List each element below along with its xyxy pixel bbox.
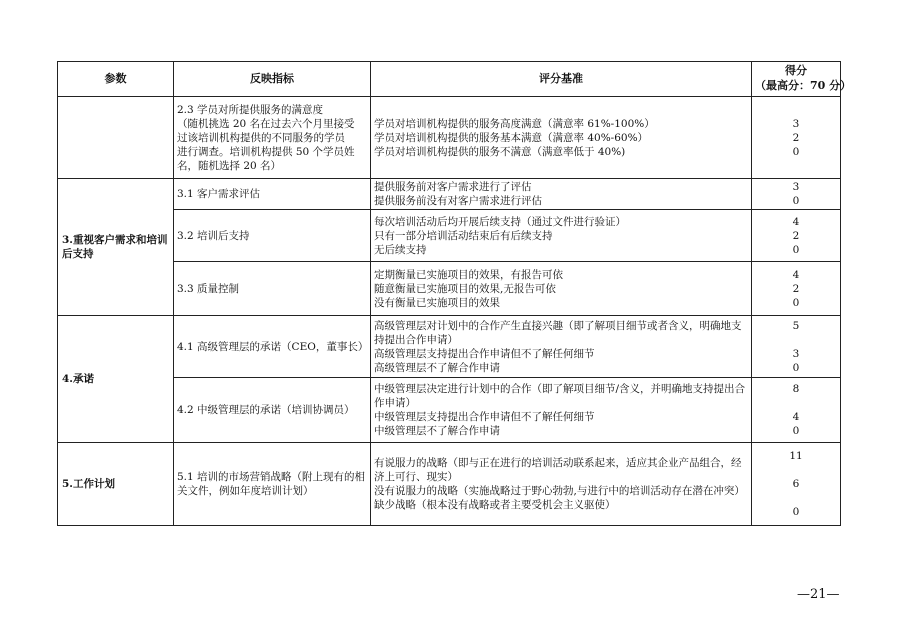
score-value: 0: [792, 361, 800, 374]
score-cell: [752, 316, 841, 378]
header-param: 参数: [58, 62, 174, 97]
criteria-item: 中级管理层支持提出合作申请但不了解任何细节: [374, 411, 595, 423]
score-spacer: [752, 396, 840, 410]
score-spacer: [752, 491, 840, 505]
score-cell: [752, 443, 841, 526]
score-value: 2: [792, 282, 800, 295]
header-score-title: 得分: [785, 64, 807, 77]
score-value: 2: [792, 229, 800, 242]
table-row: [58, 443, 841, 526]
criteria-item: 定期衡量已实施项目的效果，有报告可依: [374, 268, 563, 281]
criteria-item: 有说服力的战略（即与正在进行的培训活动联系起来，适应其企业产品组合，经济上可行、现实）: [374, 457, 742, 483]
criteria-cell: [371, 378, 752, 443]
indicator-line: （随机挑选 20 名在过去六个月里接受: [177, 117, 355, 130]
header-score-max: （最高分：70 分）: [755, 79, 852, 92]
category-cell: 4.承诺: [58, 316, 174, 443]
table-row: [58, 378, 841, 443]
indicator-cell: 3.3 质量控制: [174, 262, 371, 316]
criteria-cell: [371, 316, 752, 378]
criteria-item: 无后续支持: [374, 243, 427, 256]
score-cell: [752, 378, 841, 443]
criteria-item: 只有一部分培训活动结束后有后续支持: [374, 229, 553, 242]
indicator-cell: 3.2 培训后支持: [174, 210, 371, 262]
criteria-item: 没有说服力的战略（实施战略过于野心勃勃,与进行中的培训活动存在潜在冲突）: [374, 485, 745, 497]
criteria-item: 高级管理层支持提出合作申请但不了解任何细节: [374, 347, 595, 360]
criteria-item: 高级管理层不了解合作申请: [374, 361, 500, 374]
score-value: 5: [792, 319, 800, 332]
score-cell: [752, 179, 841, 210]
criteria-item: 学员对培训机构提供的服务高度满意（满意率 61%-100%）: [374, 117, 655, 130]
indicator-cell: 4.1 高级管理层的承诺（CEO，董事长）: [174, 316, 371, 378]
criteria-cell: [371, 97, 752, 179]
criteria-item: 提供服务前没有对客户需求进行评估: [374, 195, 542, 207]
header-row: [58, 62, 841, 97]
header-criteria: 评分基准: [371, 62, 752, 97]
criteria-cell: [371, 210, 752, 262]
score-value: 3: [792, 347, 800, 360]
table-row: [58, 179, 841, 210]
table-row: [58, 210, 841, 262]
indicator-line: 名，随机选择 20 名）: [177, 159, 282, 172]
score-value: 3: [792, 117, 800, 130]
score-value: 4: [792, 411, 800, 423]
score-value: 0: [792, 425, 800, 437]
criteria-item: 提供服务前对客户需求进行了评估: [374, 181, 532, 193]
score-value: 0: [792, 145, 800, 158]
score-value: 0: [792, 296, 800, 309]
score-cell: [752, 97, 841, 179]
indicator-cell: [174, 97, 371, 179]
scoring-table: [57, 61, 852, 526]
category-cell-empty: [58, 97, 174, 179]
score-value: 0: [792, 195, 800, 207]
score-value: 8: [792, 383, 800, 395]
header-score: [752, 62, 852, 97]
criteria-item: 没有衡量已实施项目的效果: [374, 296, 500, 309]
criteria-item: 学员对培训机构提供的服务基本满意（满意率 40%-60%）: [374, 131, 649, 144]
criteria-cell: [371, 179, 752, 210]
table-row: [58, 316, 841, 378]
indicator-cell: 3.1 客户需求评估: [174, 179, 371, 210]
criteria-cell: [371, 262, 752, 316]
score-value: 2: [792, 131, 800, 144]
score-value: 11: [789, 450, 803, 462]
criteria-item: 缺少战略（根本没有战略或者主要受机会主义驱使）: [374, 499, 616, 511]
criteria-item: 学员对培训机构提供的服务不满意（满意率低于 40%): [374, 145, 626, 158]
page-number: —21—: [797, 587, 840, 602]
indicator-cell: 4.2 中级管理层的承诺（培训协调员）: [174, 378, 371, 443]
score-spacer: [752, 333, 840, 347]
indicator-line: 2.3 学员对所提供服务的满意度: [177, 103, 324, 116]
score-value: 0: [792, 243, 800, 256]
category-cell: 3.重视客户需求和培训后支持: [58, 179, 174, 316]
criteria-item: 中级管理层不了解合作申请: [374, 425, 500, 437]
category-cell: 5.工作计划: [58, 443, 174, 526]
indicator-line: 过该培训机构提供的不同服务的学员: [177, 131, 345, 144]
table-row: [58, 262, 841, 316]
criteria-item: 每次培训活动后均开展后续支持（通过文件进行验证）: [374, 215, 626, 228]
score-value: 3: [792, 181, 800, 193]
criteria-item: 中级管理层决定进行计划中的合作（即了解项目细节/含义，并明确地支持提出合作申请）: [374, 383, 746, 409]
indicator-cell: 5.1 培训的市场营销战略（附上现有的相关文件，例如年度培训计划）: [174, 443, 371, 526]
header-indicator: 反映指标: [174, 62, 371, 97]
indicator-line: 进行调查。培训机构提供 50 个学员姓: [177, 145, 355, 158]
score-cell: [752, 210, 841, 262]
score-value: 4: [792, 268, 800, 281]
criteria-item: 随意衡量已实施项目的效果,无报告可依: [374, 282, 556, 295]
score-value: 0: [792, 506, 800, 518]
score-cell: [752, 262, 841, 316]
score-spacer: [752, 463, 840, 477]
criteria-cell: [371, 443, 752, 526]
score-value: 6: [792, 478, 800, 490]
score-value: 4: [792, 215, 800, 228]
table-row: [58, 97, 841, 179]
criteria-item: 高级管理层对计划中的合作产生直接兴趣（即了解项目细节或者含义，明确地支持提出合作申请）: [374, 319, 742, 346]
